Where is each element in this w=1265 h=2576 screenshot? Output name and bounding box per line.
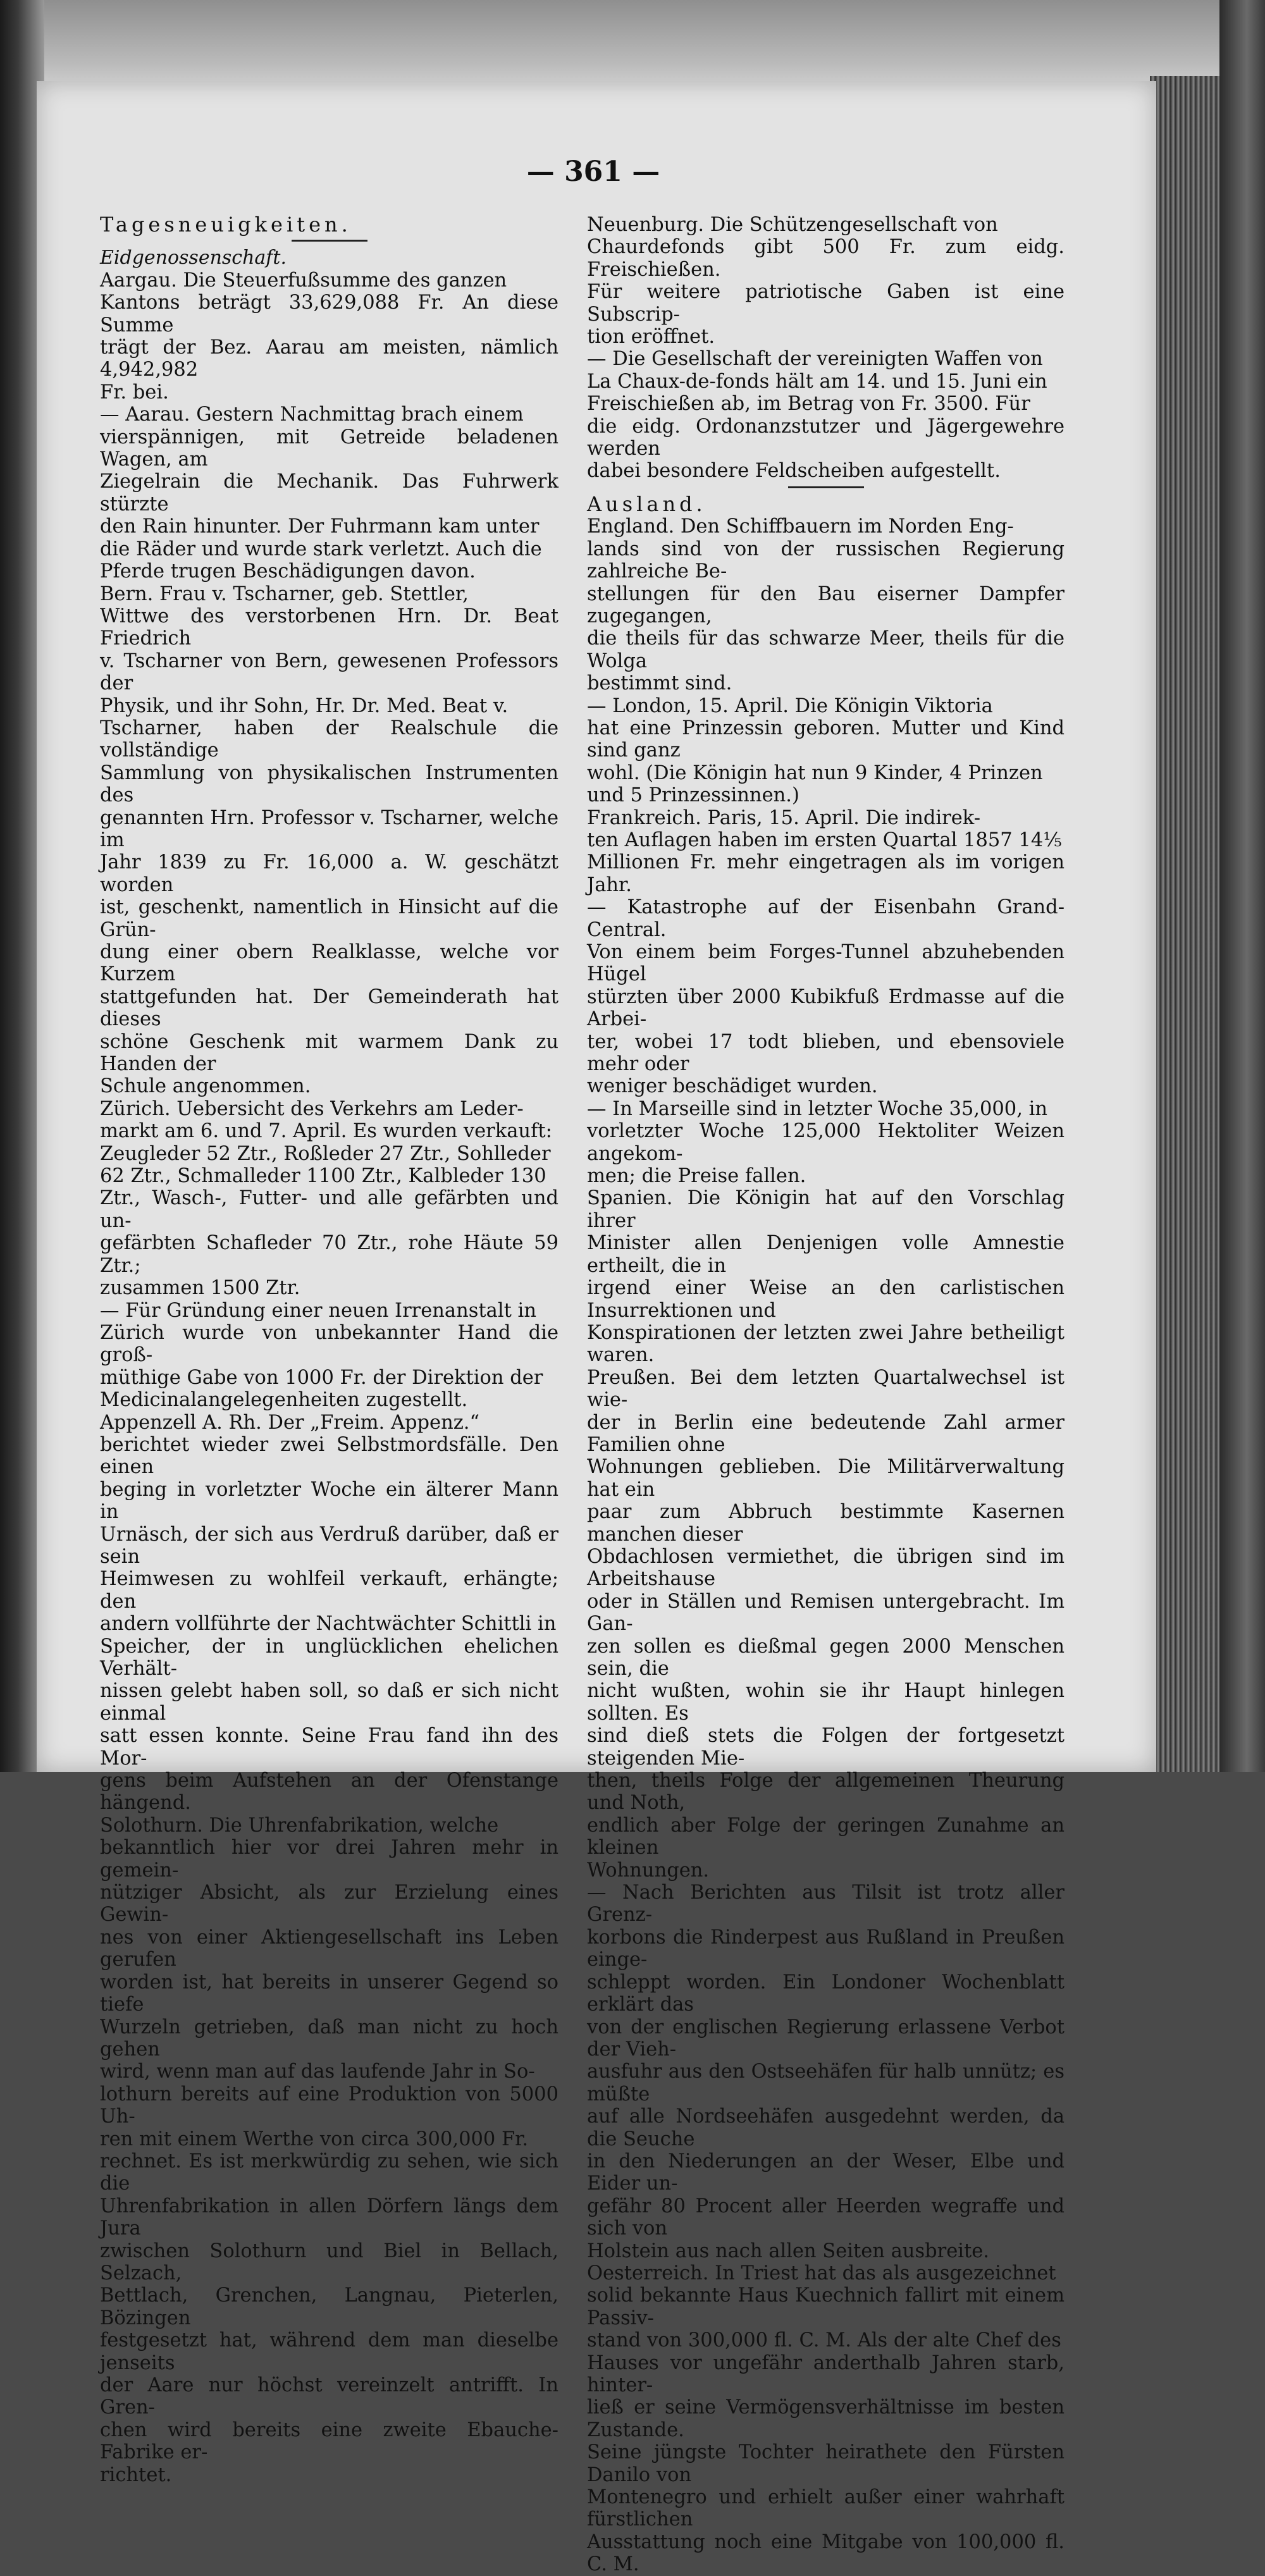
text-line: paar zum Abbruch bestimmte Kasernen manchen dieser	[587, 1501, 1064, 1546]
section-title-tagesneuigkeiten: Tagesneuigkeiten.	[100, 213, 352, 237]
text-line: Appenzell A. Rh. Der „Freim. Appenz.“	[100, 1411, 480, 1434]
text-line: Millionen Fr. mehr eingetragen als im vorigen Jahr.	[587, 851, 1064, 896]
text-line: Holstein aus nach allen Seiten ausbreite.	[587, 2240, 990, 2262]
text-line: zusammen 1500 Ztr.	[100, 1277, 300, 1300]
text-line: genannten Hrn. Professor v. Tscharner, welche im	[100, 806, 558, 851]
text-line: nütziger Absicht, als zur Erzielung eines Gewin-	[100, 1882, 558, 1926]
text-line: der Aare nur höchst vereinzelt antrifft. In Gren-	[100, 2374, 558, 2419]
text-line: Fr. bei.	[100, 381, 169, 404]
text-line: lands sind von der russischen Regierung zahlreiche Be-	[587, 538, 1064, 583]
text-line: — In Marseille sind in letzter Woche 35,000, in	[587, 1097, 1047, 1120]
text-line: und 5 Prinzessinnen.)	[587, 784, 799, 807]
text-line: andern vollführte der Nachtwächter Schittli in	[100, 1613, 557, 1636]
section-title-ausland: Ausland.	[587, 491, 707, 516]
text-line: Wurzeln getrieben, daß man nicht zu hoch gehen	[100, 2016, 558, 2061]
text-line: solid bekannte Haus Kuechnich fallirt mit einem Passiv-	[587, 2284, 1064, 2329]
text-line: rechnet. Es ist merkwürdig zu sehen, wie sich die	[100, 2150, 558, 2195]
text-line: schöne Geschenk mit warmem Dank zu Handen der	[100, 1030, 558, 1076]
subtitle-eidgenossenschaft: Eidgenossenschaft.	[100, 247, 287, 269]
text-line: Heimwesen zu wohlfeil verkauft, erhängte; den	[100, 1568, 558, 1613]
text-line: festgesetzt hat, während dem man dieselbe jenseits	[100, 2329, 558, 2374]
text-line: Uhrenfabrikation in allen Dörfern längs dem Jura	[100, 2195, 558, 2240]
text-line: gefärbten Schafleder 70 Ztr., rohe Häute 59 Ztr.;	[100, 1232, 558, 1277]
text-line: endlich aber Folge der geringen Zunahme an kleinen	[587, 1814, 1064, 1859]
text-line: dung einer obern Realklasse, welche vor Kurzem	[100, 941, 558, 986]
text-line: schleppt worden. Ein Londoner Wochenblatt erklärt das	[587, 1971, 1064, 2016]
text-line: vierspännigen, mit Getreide beladenen Wagen, am	[100, 426, 558, 471]
text-line: vorletzter Woche 125,000 Hektoliter Weizen angekom-	[587, 1120, 1064, 1165]
text-line: den Rain hinunter. Der Fuhrmann kam unter	[100, 515, 540, 538]
text-line: zen sollen es dießmal gegen 2000 Menschen sein, die	[587, 1635, 1064, 1680]
divider-rule	[788, 486, 864, 488]
text-line: wird, wenn man auf das laufende Jahr in So-	[100, 2061, 535, 2083]
text-line: Kantons beträgt 33,629,088 Fr. An diese Summe	[100, 292, 558, 336]
text-line: ist, geschenkt, namentlich in Hinsicht auf die Grün-	[100, 896, 558, 941]
text-line: Sammlung von physikalischen Instrumenten des	[100, 761, 558, 807]
text-line: worden ist, hat bereits in unserer Gegend so tiefe	[100, 1971, 558, 2016]
text-line: Bern. Frau v. Tscharner, geb. Stettler,	[100, 582, 469, 605]
text-line: Solothurn. Die Uhrenfabrikation, welche	[100, 1814, 499, 1837]
text-line: Pferde trugen Beschädigungen davon.	[100, 560, 476, 583]
text-line: nicht wußten, wohin sie ihr Haupt hinlegen sollten. Es	[587, 1680, 1064, 1725]
text-line: markt am 6. und 7. April. Es wurden verkauft:	[100, 1120, 552, 1143]
right-column	[587, 214, 1064, 2576]
text-line: hat eine Prinzessin geboren. Mutter und Kind sind ganz	[587, 717, 1064, 762]
text-line: in den Niederungen an der Weser, Elbe und Eider un-	[587, 2150, 1064, 2195]
text-line: Zürich. Uebersicht des Verkehrs am Leder-	[100, 1097, 524, 1120]
text-line: Ziegelrain die Mechanik. Das Fuhrwerk stürzte	[100, 471, 558, 515]
text-line: ten Auflagen haben im ersten Quartal 1857 14⅕	[587, 829, 1062, 851]
newspaper-page	[37, 81, 1156, 2576]
text-line: irgend einer Weise an den carlistischen Insurrektionen und	[587, 1277, 1064, 1322]
text-line: trägt der Bez. Aarau am meisten, nämlich 4,942,982	[100, 336, 558, 381]
text-line: von der englischen Regierung erlassene Verbot der Vieh-	[587, 2016, 1064, 2061]
text-line: stattgefunden hat. Der Gemeinderath hat dieses	[100, 985, 558, 1031]
text-line: — Aarau. Gestern Nachmittag brach einem	[100, 404, 524, 426]
text-line: chen wird bereits eine zweite Ebauche-Fabrike er-	[100, 2419, 558, 2464]
text-line: Ausstattung noch eine Mitgabe von 100,000 fl. C. M.	[587, 2530, 1064, 2576]
right-column-text-ausland	[587, 515, 1064, 2575]
text-line: — Nach Berichten aus Tilsit ist trotz aller Grenz-	[587, 1882, 1064, 1926]
scan-background-top	[0, 0, 1265, 89]
text-line: Zeugleder 52 Ztr., Roßleder 27 Ztr., Sohlleder	[100, 1142, 551, 1165]
text-line: — London, 15. April. Die Königin Viktoria	[587, 694, 993, 717]
text-line: satt essen konnte. Seine Frau fand ihn des Mor-	[100, 1725, 558, 1770]
text-line: nes von einer Aktiengesellschaft ins Leben gerufen	[100, 1926, 558, 1971]
text-line: nissen gelebt haben soll, so daß er sich nicht einmal	[100, 1680, 558, 1725]
text-line: men; die Preise fallen.	[587, 1165, 806, 1188]
text-line: die theils für das schwarze Meer, theils für die Wolga	[587, 627, 1064, 672]
text-line: — Katastrophe auf der Eisenbahn Grand-Central.	[587, 896, 1064, 941]
text-line: Freischießen ab, im Betrag von Fr. 3500. Für	[587, 393, 1030, 416]
text-line: — Die Gesellschaft der vereinigten Waffen von	[587, 348, 1043, 371]
text-line: Wohnungen.	[587, 1859, 710, 1882]
text-line: Obdachlosen vermiethet, die übrigen sind im Arbeitshause	[587, 1545, 1064, 1591]
text-line: v. Tscharner von Bern, gewesenen Professors der	[100, 650, 558, 695]
text-line: Hauses vor ungefähr anderthalb Jahren starb, hinter-	[587, 2351, 1064, 2396]
text-line: tion eröffnet.	[587, 326, 715, 348]
text-line: Minister allen Denjenigen volle Amnestie ertheilt, die in	[587, 1232, 1064, 1277]
text-line: bestimmt sind.	[587, 672, 732, 695]
left-column	[100, 214, 558, 2486]
text-line: wohl. (Die Königin hat nun 9 Kinder, 4 Prinzen	[587, 761, 1043, 784]
text-line: stand von 300,000 fl. C. M. Als der alte Chef des	[587, 2329, 1061, 2352]
text-line: Wittwe des verstorbenen Hrn. Dr. Beat Friedrich	[100, 605, 558, 650]
text-line: Für weitere patriotische Gaben ist eine Subscrip-	[587, 281, 1064, 326]
text-line: ren mit einem Werthe von circa 300,000 Fr.	[100, 2128, 529, 2150]
text-line: Seine jüngste Tochter heirathete den Fürsten Danilo von	[587, 2441, 1064, 2486]
text-line: Medicinalangelegenheiten zugestellt.	[100, 1389, 468, 1412]
text-line: Oesterreich. In Triest hat das als ausgezeichnet	[587, 2262, 1056, 2284]
text-line: der in Berlin eine bedeutende Zahl armer Familien ohne	[587, 1411, 1064, 1456]
text-line: die Räder und wurde stark verletzt. Auch die	[100, 538, 542, 560]
text-line: Bettlach, Grenchen, Langnau, Pieterlen, Bözingen	[100, 2284, 558, 2329]
text-line: weniger beschädiget wurden.	[587, 1075, 878, 1098]
text-line: berichtet wieder zwei Selbstmordsfälle. Den einen	[100, 1433, 558, 1479]
text-line: beging in vorletzter Woche ein älterer Mann in	[100, 1478, 558, 1524]
text-line: then, theils Folge der allgemeinen Theurung und Noth,	[587, 1770, 1064, 1815]
text-line: müthige Gabe von 1000 Fr. der Direktion der	[100, 1366, 543, 1389]
text-line: Frankreich. Paris, 15. April. Die indirek-	[587, 806, 981, 829]
text-line: Jahr 1839 zu Fr. 16,000 a. W. geschätzt worden	[100, 851, 558, 896]
text-line: 62 Ztr., Schmalleder 1100 Ztr., Kalbleder 130	[100, 1165, 546, 1188]
text-line: oder in Ställen und Remisen untergebracht. Im Gan-	[587, 1590, 1064, 1636]
text-line: ter, wobei 17 todt blieben, und ebensoviele mehr oder	[587, 1030, 1064, 1076]
text-line: Urnäsch, der sich aus Verdruß darüber, daß er sein	[100, 1523, 558, 1568]
text-line: Chaurdefonds gibt 500 Fr. zum eidg. Freischießen.	[587, 236, 1064, 281]
text-line: Preußen. Bei dem letzten Quartalwechsel ist wie-	[587, 1366, 1064, 1412]
text-line: La Chaux-de-fonds hält am 14. und 15. Juni ein	[587, 370, 1047, 393]
text-line: lothurn bereits auf eine Produktion von 5000 Uh-	[100, 2083, 558, 2128]
left-column-text	[100, 269, 558, 2486]
text-line: Ztr., Wasch-, Futter- und alle gefärbten und un-	[100, 1187, 558, 1232]
text-line: Neuenburg. Die Schützengesellschaft von	[587, 214, 998, 236]
divider-rule	[292, 240, 367, 242]
text-line: auf alle Nordseehäfen ausgedehnt werden, da die Seuche	[587, 2105, 1064, 2150]
text-line: Tscharner, haben der Realschule die vollständige	[100, 717, 558, 762]
text-line: stürzten über 2000 Kubikfuß Erdmasse auf die Arbei-	[587, 985, 1064, 1031]
text-line: Speicher, der in unglücklichen ehelichen Verhält-	[100, 1635, 558, 1680]
text-line: Von einem beim Forges-Tunnel abzuhebenden Hügel	[587, 941, 1064, 986]
text-line: Wohnungen geblieben. Die Militärverwaltung hat ein	[587, 1456, 1064, 1501]
text-line: dabei besondere Feldscheiben aufgestellt.	[587, 460, 1001, 483]
text-line: Konspirationen der letzten zwei Jahre betheiligt waren.	[587, 1321, 1064, 1367]
text-line: Montenegro und erhielt außer einer wahrhaft fürstlichen	[587, 2486, 1064, 2531]
text-line: zwischen Solothurn und Biel in Bellach, Selzach,	[100, 2240, 558, 2284]
scan-background-right	[1219, 0, 1265, 1772]
page-number: — 361 —	[526, 156, 660, 188]
text-line: bekanntlich hier vor drei Jahren mehr in gemein-	[100, 1837, 558, 1882]
right-column-text-inland	[587, 214, 1064, 483]
text-line: ließ er seine Vermögensverhältnisse im besten Zustande.	[587, 2396, 1064, 2441]
text-line: Spanien. Die Königin hat auf den Vorschlag ihrer	[587, 1187, 1064, 1232]
text-line: Zürich wurde von unbekannter Hand die groß-	[100, 1321, 558, 1367]
text-line: gefähr 80 Procent aller Heerden wegraffe und sich von	[587, 2195, 1064, 2240]
text-line: stellungen für den Bau eiserner Dampfer zugegangen,	[587, 582, 1064, 627]
text-line: Physik, und ihr Sohn, Hr. Dr. Med. Beat v.	[100, 694, 509, 717]
text-line: ausfuhr aus den Ostseehäfen für halb unnütz; es müßte	[587, 2061, 1064, 2105]
text-line: gens beim Aufstehen an der Ofenstange hängend.	[100, 1770, 558, 1815]
text-line: England. Den Schiffbauern im Norden Eng-	[587, 515, 1014, 538]
book-page-edges	[1150, 76, 1219, 1772]
text-line: sind dieß stets die Folgen der fortgesetzt steigenden Mie-	[587, 1725, 1064, 1770]
text-line: Aargau. Die Steuerfußsumme des ganzen	[100, 269, 507, 292]
text-line: richtet.	[100, 2463, 172, 2486]
text-line: die eidg. Ordonanzstutzer und Jägergewehre werden	[587, 415, 1064, 460]
text-line: Schule angenommen.	[100, 1075, 311, 1098]
text-line: korbons die Rinderpest aus Rußland in Preußen einge-	[587, 1926, 1064, 1971]
text-line: — Für Gründung einer neuen Irrenanstalt in	[100, 1299, 536, 1322]
